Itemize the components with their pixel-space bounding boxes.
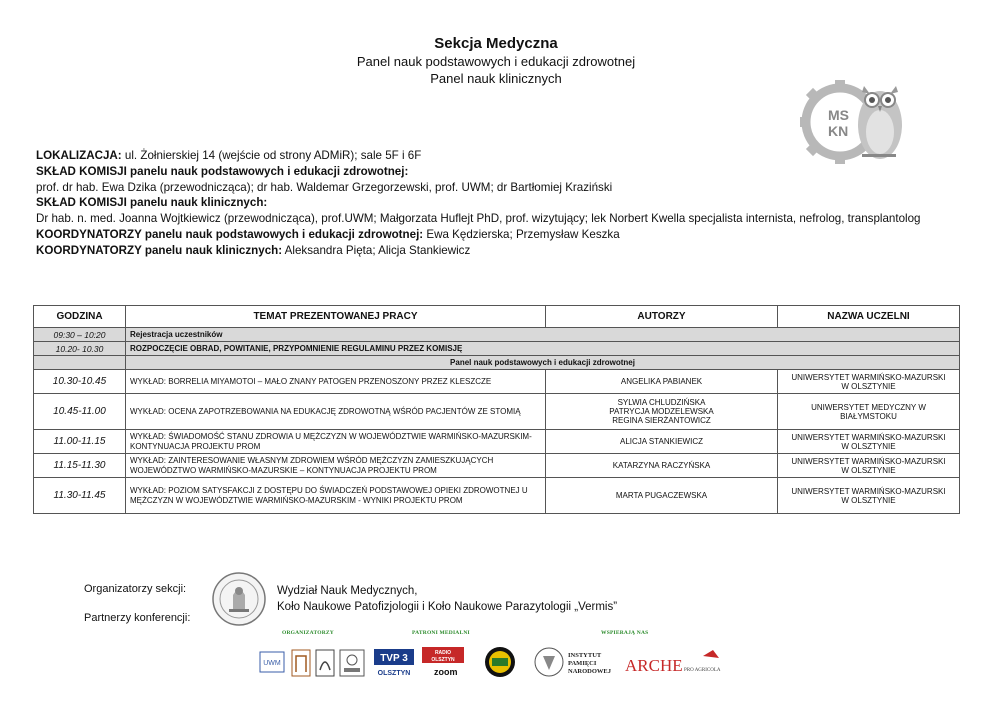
committee-basic-label: SKŁAD KOMISJI panelu nauk podstawowych i edukacji zdrowotnej: <box>36 164 409 178</box>
table-cell-authors: KATARZYNA RACZYŃSKA <box>546 454 778 478</box>
arche-logo-text: ARCHE <box>625 656 683 675</box>
table-cell-university: UNIWERSYTET MEDYCZNY W BIAŁYMSTOKU <box>778 394 960 430</box>
table-cell-university: UNIWERSYTET WARMIŃSKO-MAZURSKI W OLSZTYNIE <box>778 478 960 514</box>
uwm-logo-text: UWM <box>263 660 281 667</box>
university-seal-icon <box>211 571 267 627</box>
panel-label: Panel nauk podstawowych i edukacji zdrowotnej <box>126 356 960 370</box>
coordinators-clinical-line: KOORDYNATORZY panelu nauk klinicznych: Aleksandra Pięta; Alicja Stankiewicz <box>36 243 471 257</box>
ipn-logo-text-1: INSTYTUT <box>568 652 602 659</box>
table-cell-time: 09:30 – 10:20 <box>34 328 126 342</box>
committee-clinical-label: SKŁAD KOMISJI panelu nauk klinicznych: <box>36 196 268 210</box>
table-cell-time: 10.45-11.00 <box>34 394 126 430</box>
table-row <box>34 454 960 478</box>
logo-text-kn: KN <box>828 123 849 139</box>
organizer-clubs: Koło Naukowe Patofizjologii i Koło Naukowe Parazytologii „Vermis” <box>277 600 618 613</box>
table-cell-time: 11.30-11.45 <box>34 478 126 514</box>
opening-text: ROZPOCZĘCIE OBRAD, POWITANIE, PRZYPOMNIENIE REGULAMINU PRZEZ KOMISJĘ <box>126 342 960 356</box>
table-cell-topic: WYKŁAD: ŚWIADOMOŚĆ STANU ZDROWIA U MĘŻCZYZN W WOJEWÓDZTWIE WARMIŃSKO-MAZURSKIM- KONTYNUACJA PROJEKTU PROM <box>126 430 546 454</box>
location-line <box>36 148 976 164</box>
organizer-logos <box>258 644 368 680</box>
header-university: NAZWA UCZELNI <box>778 306 960 328</box>
sponsors-support-label: WSPIERAJĄ NAS <box>601 630 649 636</box>
table-cell-authors: ANGELIKA PABIANEK <box>546 370 778 394</box>
registration-text: Rejestracja uczestników <box>126 328 960 342</box>
registration-row <box>34 328 960 342</box>
zoom-logo-text: zoom <box>434 667 458 677</box>
organizers-names <box>277 584 617 615</box>
logo-text-ms: MS <box>828 107 849 123</box>
table-cell-time: 11.15-11.30 <box>34 454 126 478</box>
section-info <box>36 148 976 259</box>
panel-row <box>34 356 960 370</box>
table-cell-university: UNIWERSYTET WARMIŃSKO-MAZURSKI W OLSZTYNIE <box>778 454 960 478</box>
header-time: GODZINA <box>34 306 126 328</box>
radio-olsztyn-logo-text: OLSZTYN <box>431 657 455 663</box>
panel-subtitle-basic: Panel nauk podstawowych i edukacji zdrowotnej <box>356 54 636 69</box>
table-row <box>34 430 960 454</box>
table-cell-authors: ALICJA STANKIEWICZ <box>546 430 778 454</box>
supporter-logos <box>533 644 743 680</box>
ipn-logo-text-2: PAMIĘCI <box>568 660 597 667</box>
location-label: LOKALIZACJA: <box>36 149 122 162</box>
committee-clinical-members: Dr hab. n. med. Joanna Wojtkiewicz (przewodnicząca), prof.UWM; Małgorzata Huflejt PhD, prof. wizytujący; lek Norbert Kwella specjalista internista, nefrolog, transplantolog <box>36 212 921 226</box>
table-cell-authors: MARTA PUGACZEWSKA <box>546 478 778 514</box>
ipn-logo-text-3: NARODOWEJ <box>568 668 611 675</box>
table-cell-time: 11.00-11.15 <box>34 430 126 454</box>
opening-row <box>34 342 960 356</box>
header-topic: TEMAT PREZENTOWANEJ PRACY <box>126 306 546 328</box>
table-cell-empty <box>34 356 126 370</box>
table-cell-topic: WYKŁAD: ZAINTERESOWANIE WŁASNYM ZDROWIEM WŚRÓD MĘŻCZYZN ZAMIESZKUJĄCYCH WOJEWÓDZTWO WARMIŃSKO-MAZURSKIE – KONTYNUACJA PROJEKTU PROM <box>126 454 546 478</box>
table-cell-time: 10.20- 10.30 <box>34 342 126 356</box>
table-cell-university: UNIWERSYTET WARMIŃSKO-MAZURSKI W OLSZTYNIE <box>778 370 960 394</box>
olsztyn-logo-text: OLSZTYN <box>377 670 411 677</box>
location-value: ul. Żołnierskiej 14 (wejście od strony ADMiR); sale 5F i 6F <box>121 149 422 162</box>
media-partner-logos <box>372 644 532 680</box>
table-row <box>34 478 960 514</box>
organizer-faculty: Wydział Nauk Medycznych, <box>277 585 418 597</box>
committee-basic-members: prof. dr hab. Ewa Dzika (przewodnicząca); dr hab. Waldemar Grzegorzewski, prof. UWM; dr Bartłomiej Kraziński <box>36 180 613 194</box>
table-row <box>34 394 960 430</box>
section-title: Sekcja Medyczna <box>434 35 558 52</box>
table-cell-university: UNIWERSYTET WARMIŃSKO-MAZURSKI W OLSZTYNIE <box>778 430 960 454</box>
table-cell-topic: WYKŁAD: BORRELIA MIYAMOTOI – MAŁO ZNANY PATOGEN PRZENOSZONY PRZEZ KLESZCZE <box>126 370 546 394</box>
table-row <box>34 370 960 394</box>
table-cell-topic: WYKŁAD: OCENA ZAPOTRZEBOWANIA NA EDUKACJĘ ZDROWOTNĄ WŚRÓD PACJENTÓW ZE STOMIĄ <box>126 394 546 430</box>
panel-subtitle-clinical: Panel nauk klinicznych <box>430 71 562 86</box>
coordinators-basic-line: KOORDYNATORZY panelu nauk podstawowych i edukacji zdrowotnej: Ewa Kędzierska; Przemysław Keszka <box>36 227 620 241</box>
organizers-label: Organizatorzy sekcji: <box>84 583 187 595</box>
radio-logo-text: RADIO <box>434 650 452 656</box>
table-header-row <box>34 306 960 328</box>
pro-agricola-logo-text: PRO AGRICOLA <box>684 668 721 673</box>
header-authors: AUTORZY <box>546 306 778 328</box>
table-cell-topic: WYKŁAD: POZIOM SATYSFAKCJI Z DOSTĘPU DO ŚWIADCZEŃ PODSTAWOWEJ OPIEKI ZDROWOTNEJ U MĘŻCZYZN W WOJEWÓDZTWIE WARMIŃSKO-MAZURSKIM - WYNIKI PROJEKTU PROM <box>126 478 546 514</box>
tvp3-logo-text: TVP 3 <box>380 653 408 664</box>
partners-label: Partnerzy konferencji: <box>84 612 191 624</box>
table-cell-authors: SYLWIA CHLUDZIŃSKA PATRYCJA MODZELEWSKA REGINA SIERŻANTOWICZ <box>546 394 778 430</box>
sponsors-media-label: PATRONI MEDIALNI <box>412 630 470 636</box>
table-cell-time: 10.30-10.45 <box>34 370 126 394</box>
sponsors-organizers-label: ORGANIZATORZY <box>282 630 334 636</box>
schedule-table <box>33 305 960 514</box>
